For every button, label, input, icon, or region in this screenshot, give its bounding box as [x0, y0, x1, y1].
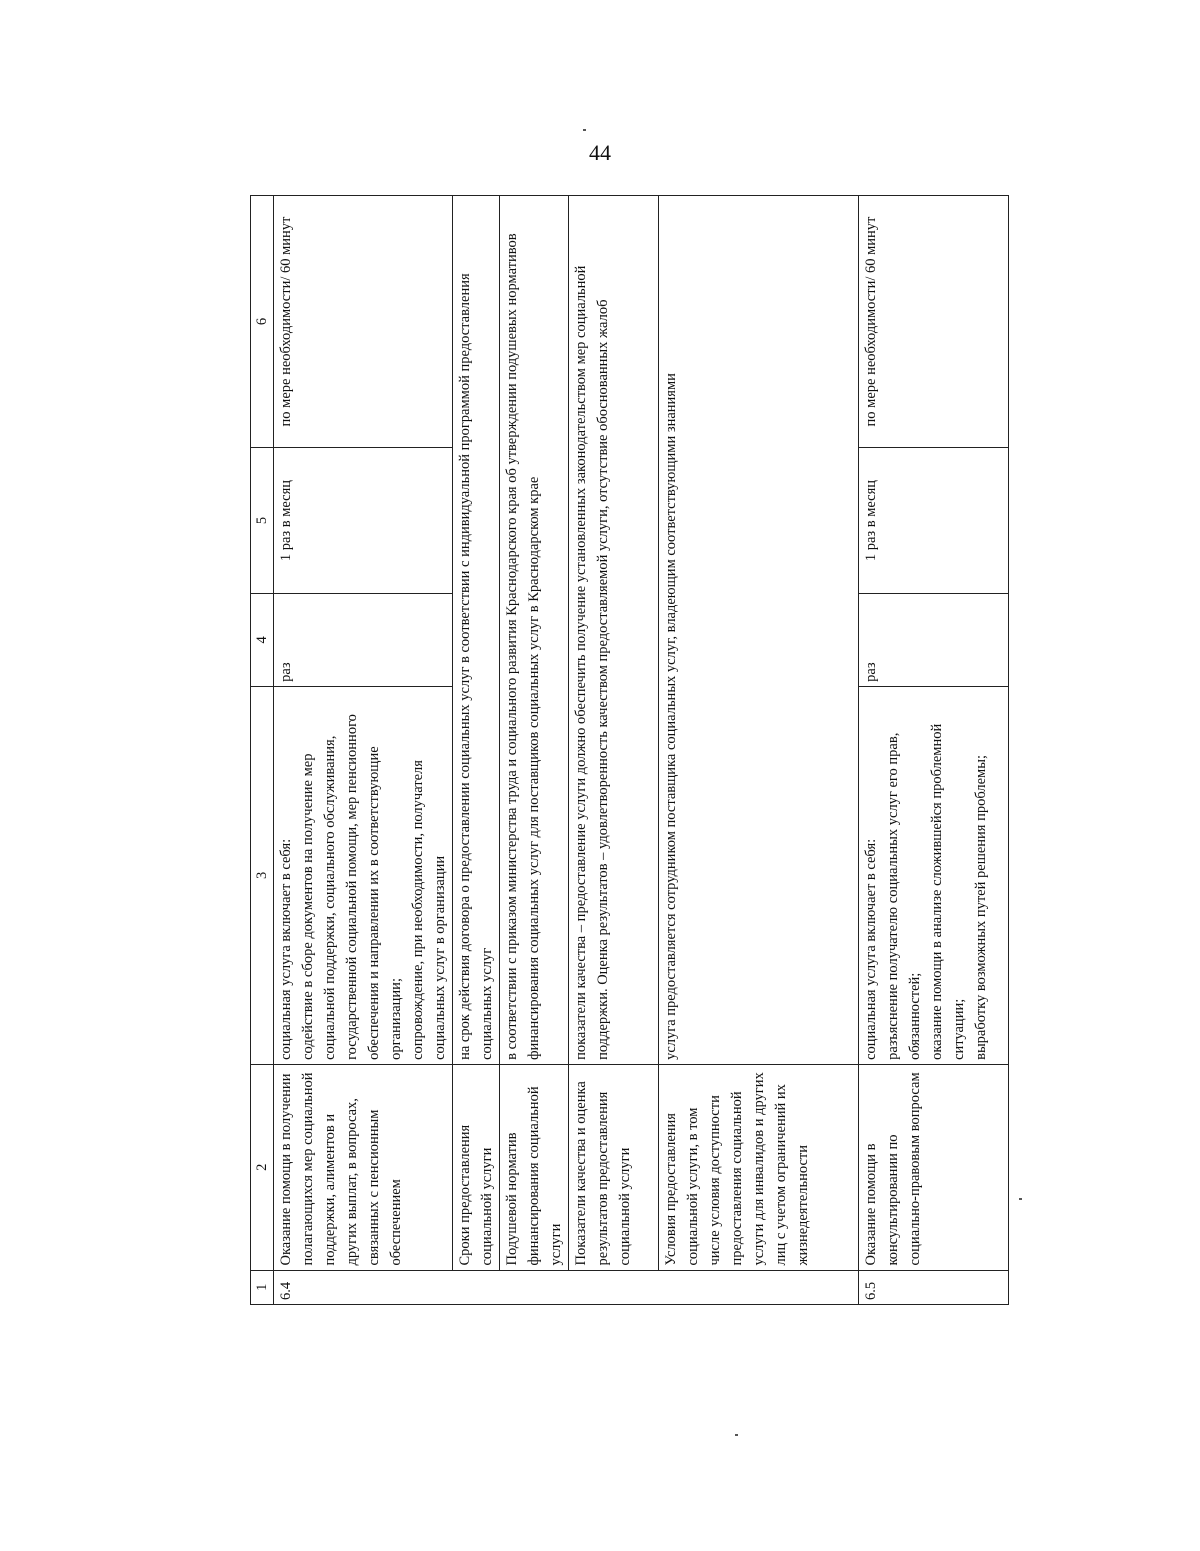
detail-text: на срок действия договора о предоставлении социальных услуг в соответствии с индивидуальной программой предоставления социальных услуг — [453, 196, 500, 1065]
scan-speck — [583, 129, 586, 131]
service-norm: 1 раз в месяц — [274, 448, 453, 594]
service-frequency: по мере необходимости/ 60 минут — [274, 196, 453, 448]
detail-label: Сроки предоставления социальной услуги — [453, 1064, 500, 1270]
header-row — [251, 196, 274, 1305]
detail-text: услуга предоставляется сотрудником поставщика социальных услуг, владеющим соответствующими знаниями — [659, 196, 859, 1065]
service-name: Оказание помощи в консультировании по социально-правовым вопросам — [859, 1064, 1009, 1270]
page-number: 44 — [589, 140, 611, 165]
scan-speck — [735, 1434, 738, 1436]
scan-speck — [1019, 1198, 1022, 1200]
service-number: 6.5 — [859, 1270, 1009, 1304]
content-line: социальная услуга включает в себя: — [863, 838, 879, 1060]
service-content — [274, 686, 453, 1064]
detail-text: показатели качества – предоставление услуги должно обеспечить получение установленных законодательством мер социальной поддержки. Оценка результатов – удовлетворенность качеством предоставляемой услуги, отсутствие обоснованных жалоб — [569, 196, 659, 1065]
detail-text: в соответствии с приказом министерства труда и социального развития Краснодарского края об утверждении подушевых нормативов финансирования социальных услуг для поставщиков социальных услуг в Краснодарском крае — [500, 196, 569, 1065]
service-number: 6.4 — [274, 1270, 859, 1304]
content-line: сопровождение, при необходимости, получателя социальных услуг в организации — [410, 760, 448, 1060]
detail-row — [569, 196, 659, 1305]
service-unit: раз — [274, 594, 453, 687]
service-unit: раз — [859, 594, 1009, 687]
detail-row — [659, 196, 859, 1305]
service-frequency: по мере необходимости/ 60 минут — [859, 196, 1009, 448]
detail-row — [453, 196, 500, 1305]
rotated-table-container — [250, 195, 1010, 1305]
service-content — [859, 686, 1009, 1064]
detail-row — [500, 196, 569, 1305]
content-line: социальная услуга включает в себя: — [278, 838, 294, 1060]
services-table — [250, 195, 1009, 1305]
header-cell: 3 — [251, 686, 274, 1064]
detail-label: Подушевой норматив финансирования социальной услуги — [500, 1064, 569, 1270]
header-cell: 5 — [251, 448, 274, 594]
detail-label: Показатели качества и оценка результатов предоставления социальной услуги — [569, 1064, 659, 1270]
content-line: разъяснение получателю социальных услуг его прав, обязанностей; — [885, 732, 923, 1060]
header-cell: 1 — [251, 1270, 274, 1304]
service-norm: 1 раз в месяц — [859, 448, 1009, 594]
content-line: оказание помощи в анализе сложившейся проблемной ситуации; — [929, 723, 967, 1060]
service-row-6-4 — [274, 196, 453, 1305]
header-cell: 6 — [251, 196, 274, 448]
service-row-6-5 — [859, 196, 1009, 1305]
content-line: выработку возможных путей решения проблемы; — [973, 755, 989, 1060]
header-cell: 4 — [251, 594, 274, 687]
detail-label: Условия предоставления социальной услуги, в том числе условия доступности предоставления социальной услуги для инвалидов и других лиц с учетом ограничений их жизнедеятельности — [659, 1064, 859, 1270]
service-name: Оказание помощи в получении полагающихся мер социальной поддержки, алиментов и других выплат, в вопросах, связанных с пенсионным обеспечением — [274, 1064, 453, 1270]
header-cell: 2 — [251, 1064, 274, 1270]
content-line: содействие в сборе документов на получение мер социальной поддержки, социального обслуживания, государственной социальной помощи, мер пенсионного обеспечения и направлении их в соответствующие организации; — [300, 714, 404, 1060]
